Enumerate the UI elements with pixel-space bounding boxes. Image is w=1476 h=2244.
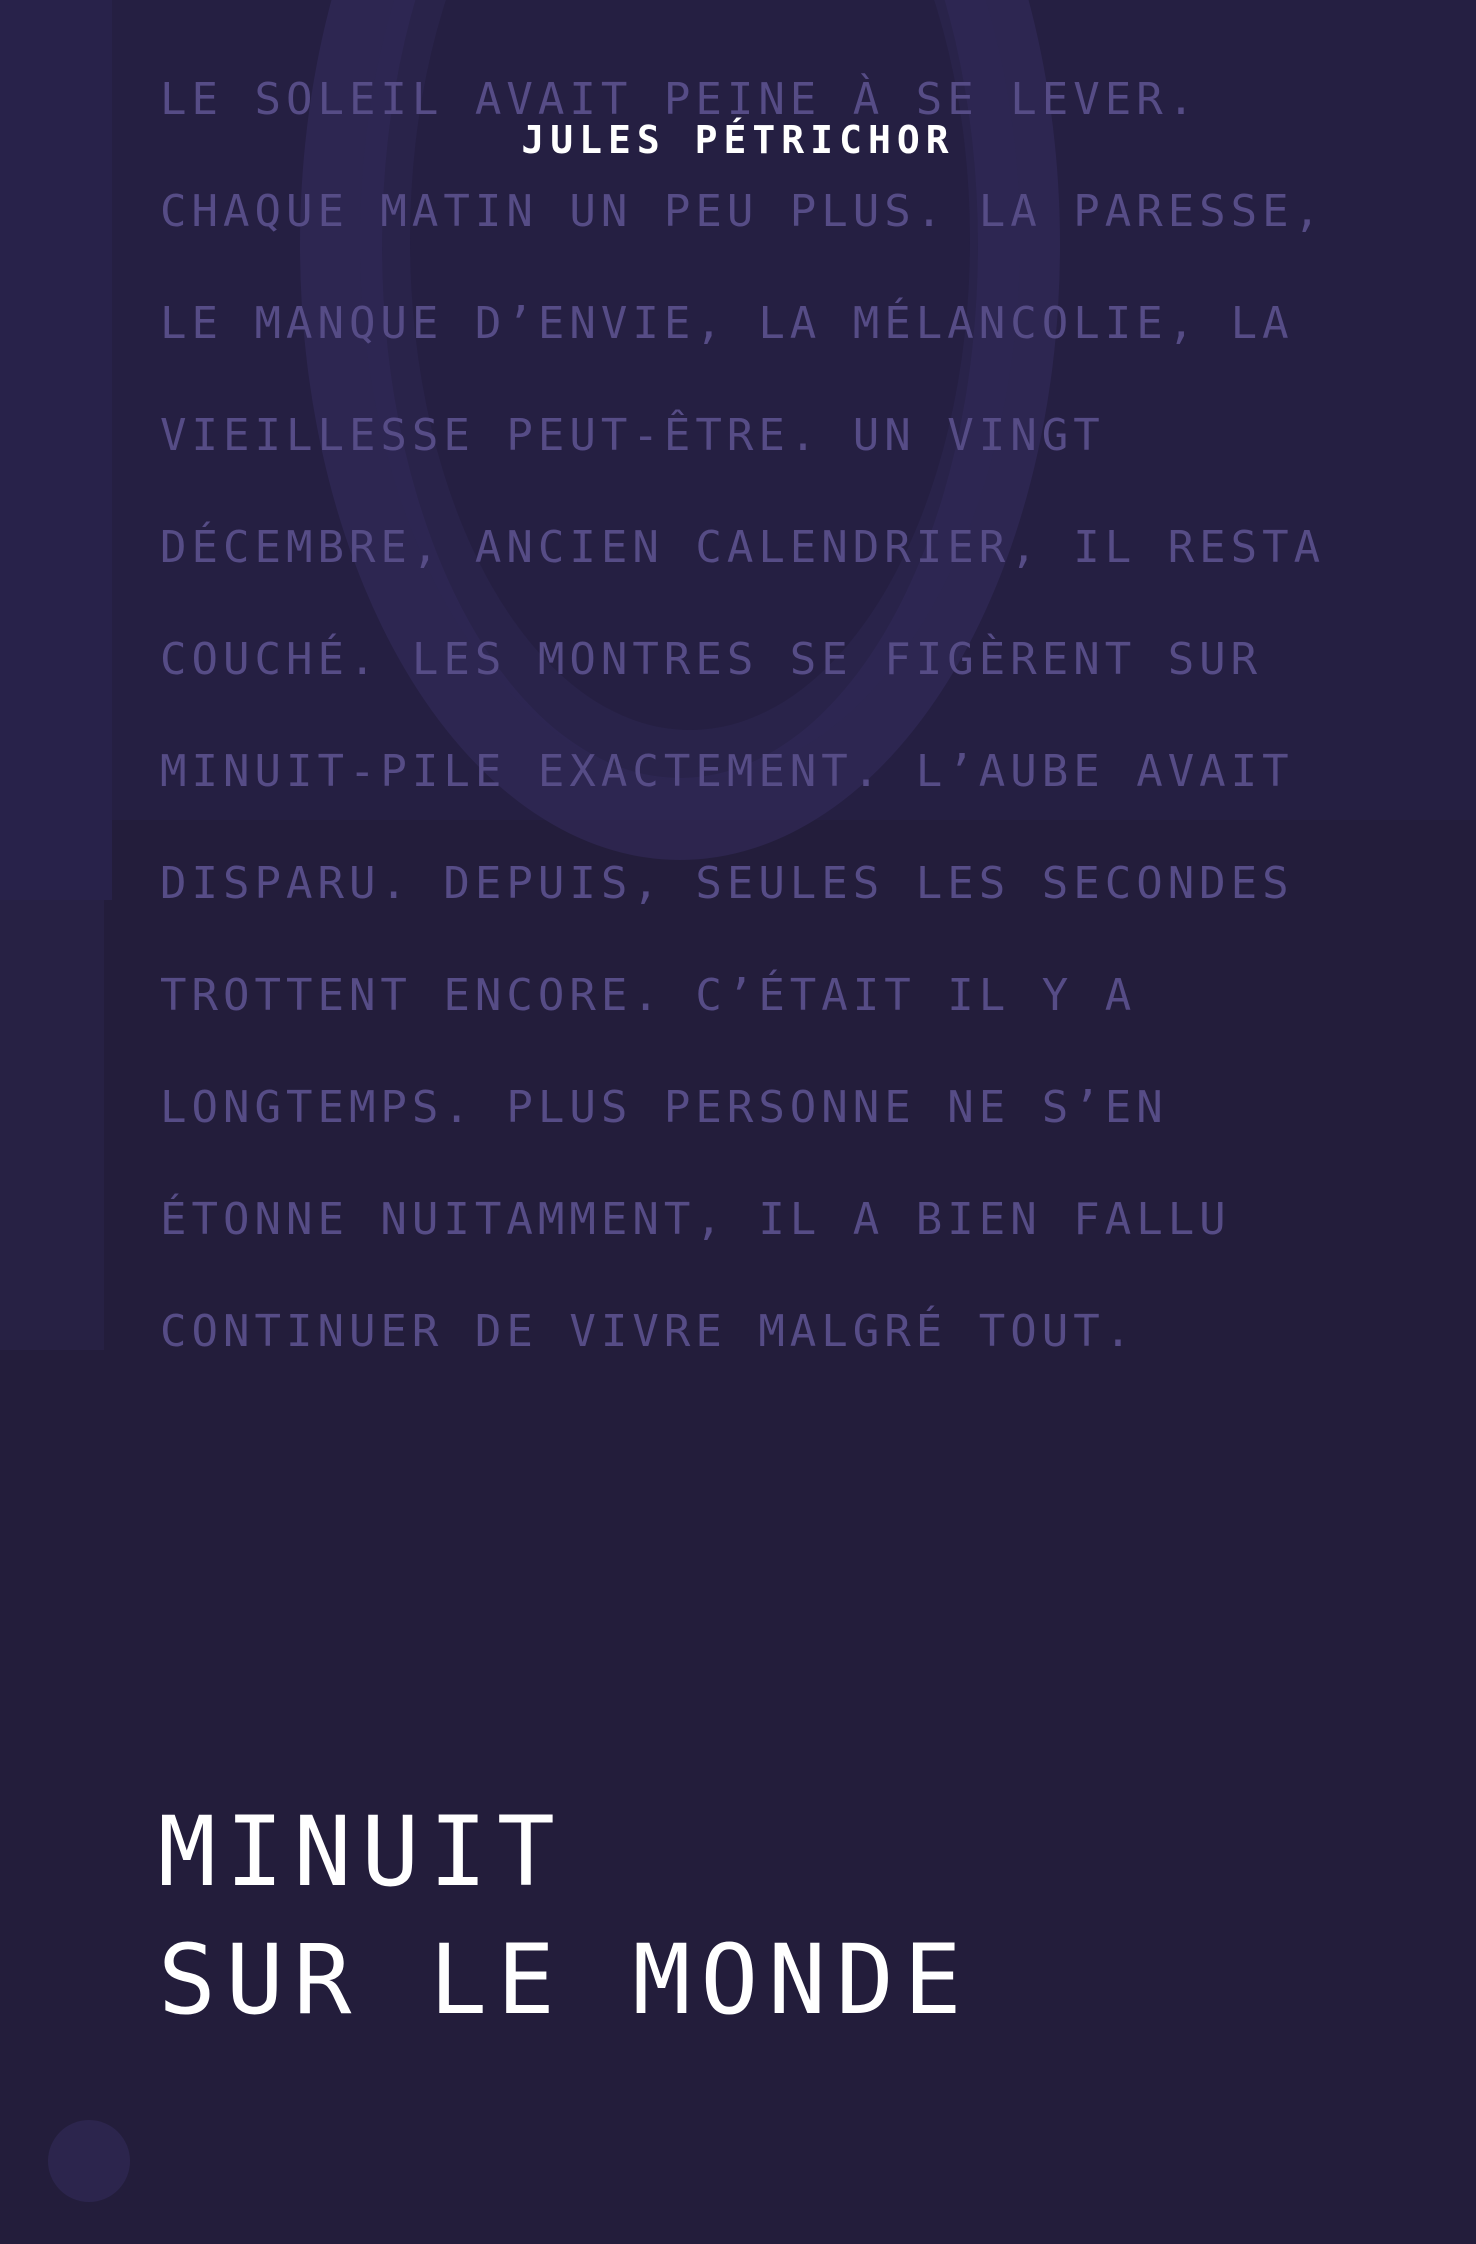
title-line-1: MINUIT [158,1796,565,1908]
author-name: JULES PÉTRICHOR [521,118,955,162]
title-line-2: SUR LE MONDE [158,1924,972,2036]
cover-blurb: LE SOLEIL AVAIT PEINE À SE LEVER. CHAQUE MATIN UN PEU PLUS. LA PARESSE, LE MANQUE D’ENVIE, LA MÉLANCOLIE, LA VIEILLESSE PEUT-ÊTRE. UN VINGT DÉCEMBRE, ANCIEN CALENDRIER, IL RESTA COUCHÉ. LES MONTRES SE FIGÈRENT SUR MINUIT-PILE EXACTEMENT. L’AUBE AVAIT DISPARU. DEPUIS, SEULES LES SECONDES TROTTENT ENCORE. C’ÉTAIT IL Y A LONGTEMPS. PLUS PERSONNE NE S’EN ÉTONNE NUITAMMENT, IL A BIEN FALLU CONTINUER DE VIVRE MALGRÉ TOUT. [160,74,1326,1357]
book-title [158,1788,972,2044]
